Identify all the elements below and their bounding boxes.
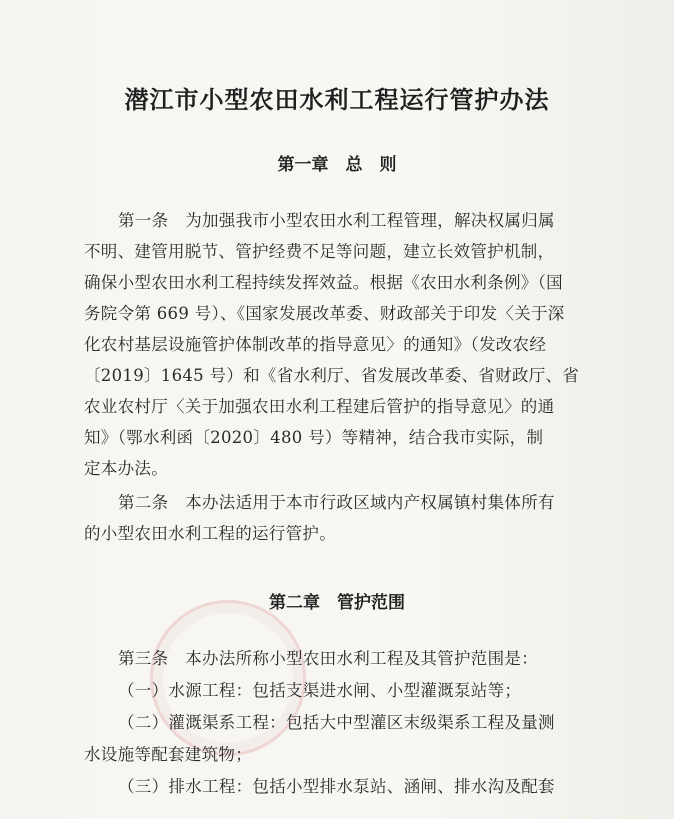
article-3-item: （一）水源工程：包括支渠进水闸、小型灌溉泵站等； — [118, 681, 522, 700]
article-1-line: 不明、建管用脱节、管护经费不足等问题，建立长效管护机制， — [84, 242, 555, 261]
article-1-line: 定本办法。 — [84, 459, 168, 478]
article-1-line: 确保小型农田水利工程持续发挥效益。根据《农田水利条例》（国 — [84, 273, 563, 292]
chapter-2-heading: 第二章 管护范围 — [269, 593, 405, 613]
article-1-line: 务院令第 669 号）、《国家发展改革委、财政部关于印发〈关于深 — [84, 304, 565, 323]
article-3-item-continued: 水设施等配套建筑物； — [84, 745, 252, 764]
article-2-line: 的小型农田水利工程的运行管护。 — [84, 524, 336, 543]
article-1-line: 化农村基层设施管护体制改革的指导意见〉的通知》（发改农经 — [84, 335, 547, 354]
article-3-item: （三）排水工程：包括小型排水泵站、涵闸、排水沟及配套 — [118, 777, 555, 796]
article-3-line: 第三条 本办法所称小型农田水利工程及其管护范围是： — [118, 649, 538, 668]
chapter-1-heading: 第一章 总 则 — [277, 155, 397, 175]
article-1-line: 知》（鄂水利函〔2020〕480 号）等精神，结合我市实际，制 — [84, 428, 544, 447]
article-1-line: 第一条 为加强我市小型农田水利工程管理，解决权属归属 — [118, 211, 555, 230]
article-2-line: 第二条 本办法适用于本市行政区域内产权属镇村集体所有 — [118, 493, 555, 512]
article-1-line: 〔2019〕1645 号）和《省水利厅、省发展改革委、省财政厅、省 — [84, 366, 580, 385]
article-1-line: 农业农村厅〈关于加强农田水利工程建后管护的指导意见〉的通 — [84, 397, 555, 416]
article-3-item: （二）灌溉渠系工程：包括大中型灌区末级渠系工程及量测 — [118, 713, 555, 732]
document-title: 潜江市小型农田水利工程运行管护办法 — [124, 86, 550, 114]
